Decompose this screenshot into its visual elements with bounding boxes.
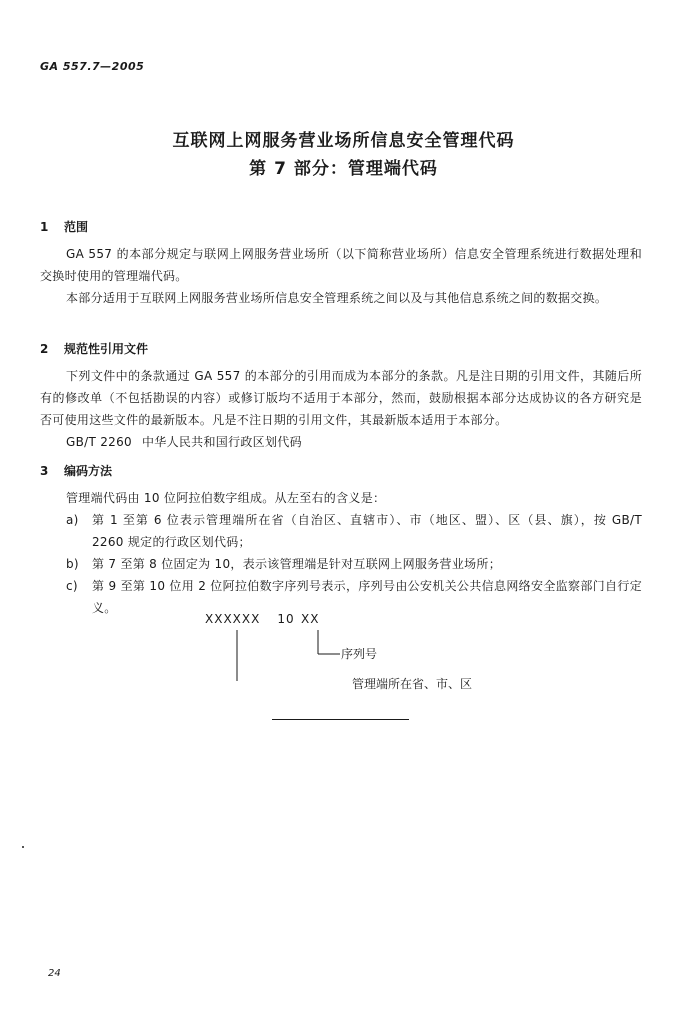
list-item-text: 第 9 至第 10 位用 2 位阿拉伯数字序列号表示，序列号由公安机关公共信息网络安全监察部门自行定义。 (92, 579, 642, 615)
serial-number-label: 序列号 (341, 647, 378, 661)
list-marker: b) (66, 557, 79, 571)
code-part-region: XXXXXX (205, 612, 261, 626)
scope-paragraph-2: 本部分适用于互联网上网服务营业场所信息安全管理系统之间以及与其他信息系统之间的数据交换。 (66, 291, 608, 305)
section-number: 2 (40, 342, 49, 356)
coding-intro: 管理端代码由 10 位阿拉伯数字组成。从左至右的含义是： (66, 491, 386, 505)
list-marker: a) (66, 513, 79, 527)
standard-code: GA 557.7—2005 (40, 60, 145, 73)
document-title: 互联网上网服务营业场所信息安全管理代码 (172, 131, 515, 151)
section-title: 范围 (64, 220, 89, 234)
section-number: 1 (40, 220, 49, 234)
scan-speck (22, 846, 24, 848)
page-number: 24 (48, 968, 61, 979)
section-number: 3 (40, 464, 49, 478)
list-item-text: 第 7 至第 8 位固定为 10，表示该管理端是针对互联网上网服务营业场所； (92, 557, 502, 571)
scope-paragraph-1: GA 557 的本部分规定与联网上网服务营业场所（以下简称营业场所）信息安全管理系统进行数据处理和交换时使用的管理端代码。 (40, 247, 642, 283)
section-title: 规范性引用文件 (64, 342, 149, 356)
reference-code: GB/T 2260 (66, 435, 132, 449)
list-marker: c) (66, 579, 78, 593)
code-part-fixed: 10 (277, 612, 295, 626)
list-item-text: 第 1 至第 6 位表示管理端所在省（自治区、直辖市）、市（地区、盟）、区（县、旗），按 GB/T 2260 规定的行政区划代码； (92, 513, 642, 549)
end-of-text-rule (272, 719, 409, 720)
reference-title: 中华人民共和国行政区划代码 (141, 435, 302, 449)
document-subtitle: 第 7 部分：管理端代码 (249, 159, 438, 179)
references-paragraph: 下列文件中的条款通过 GA 557 的本部分的引用而成为本部分的条款。凡是注日期的引用文件，其随后所有的修改单（不包括勘误的内容）或修订版均不适用于本部分，然而，鼓励根据本部分达成协议的各方研究是否可使用这些文件的最新版本。凡是不注日期的引用文件，其最新版本适用于本部分。 (40, 369, 642, 427)
section-title: 编码方法 (64, 464, 113, 478)
code-part-serial: XX (301, 612, 320, 626)
region-label: 管理端所在省、市、区 (352, 677, 473, 691)
